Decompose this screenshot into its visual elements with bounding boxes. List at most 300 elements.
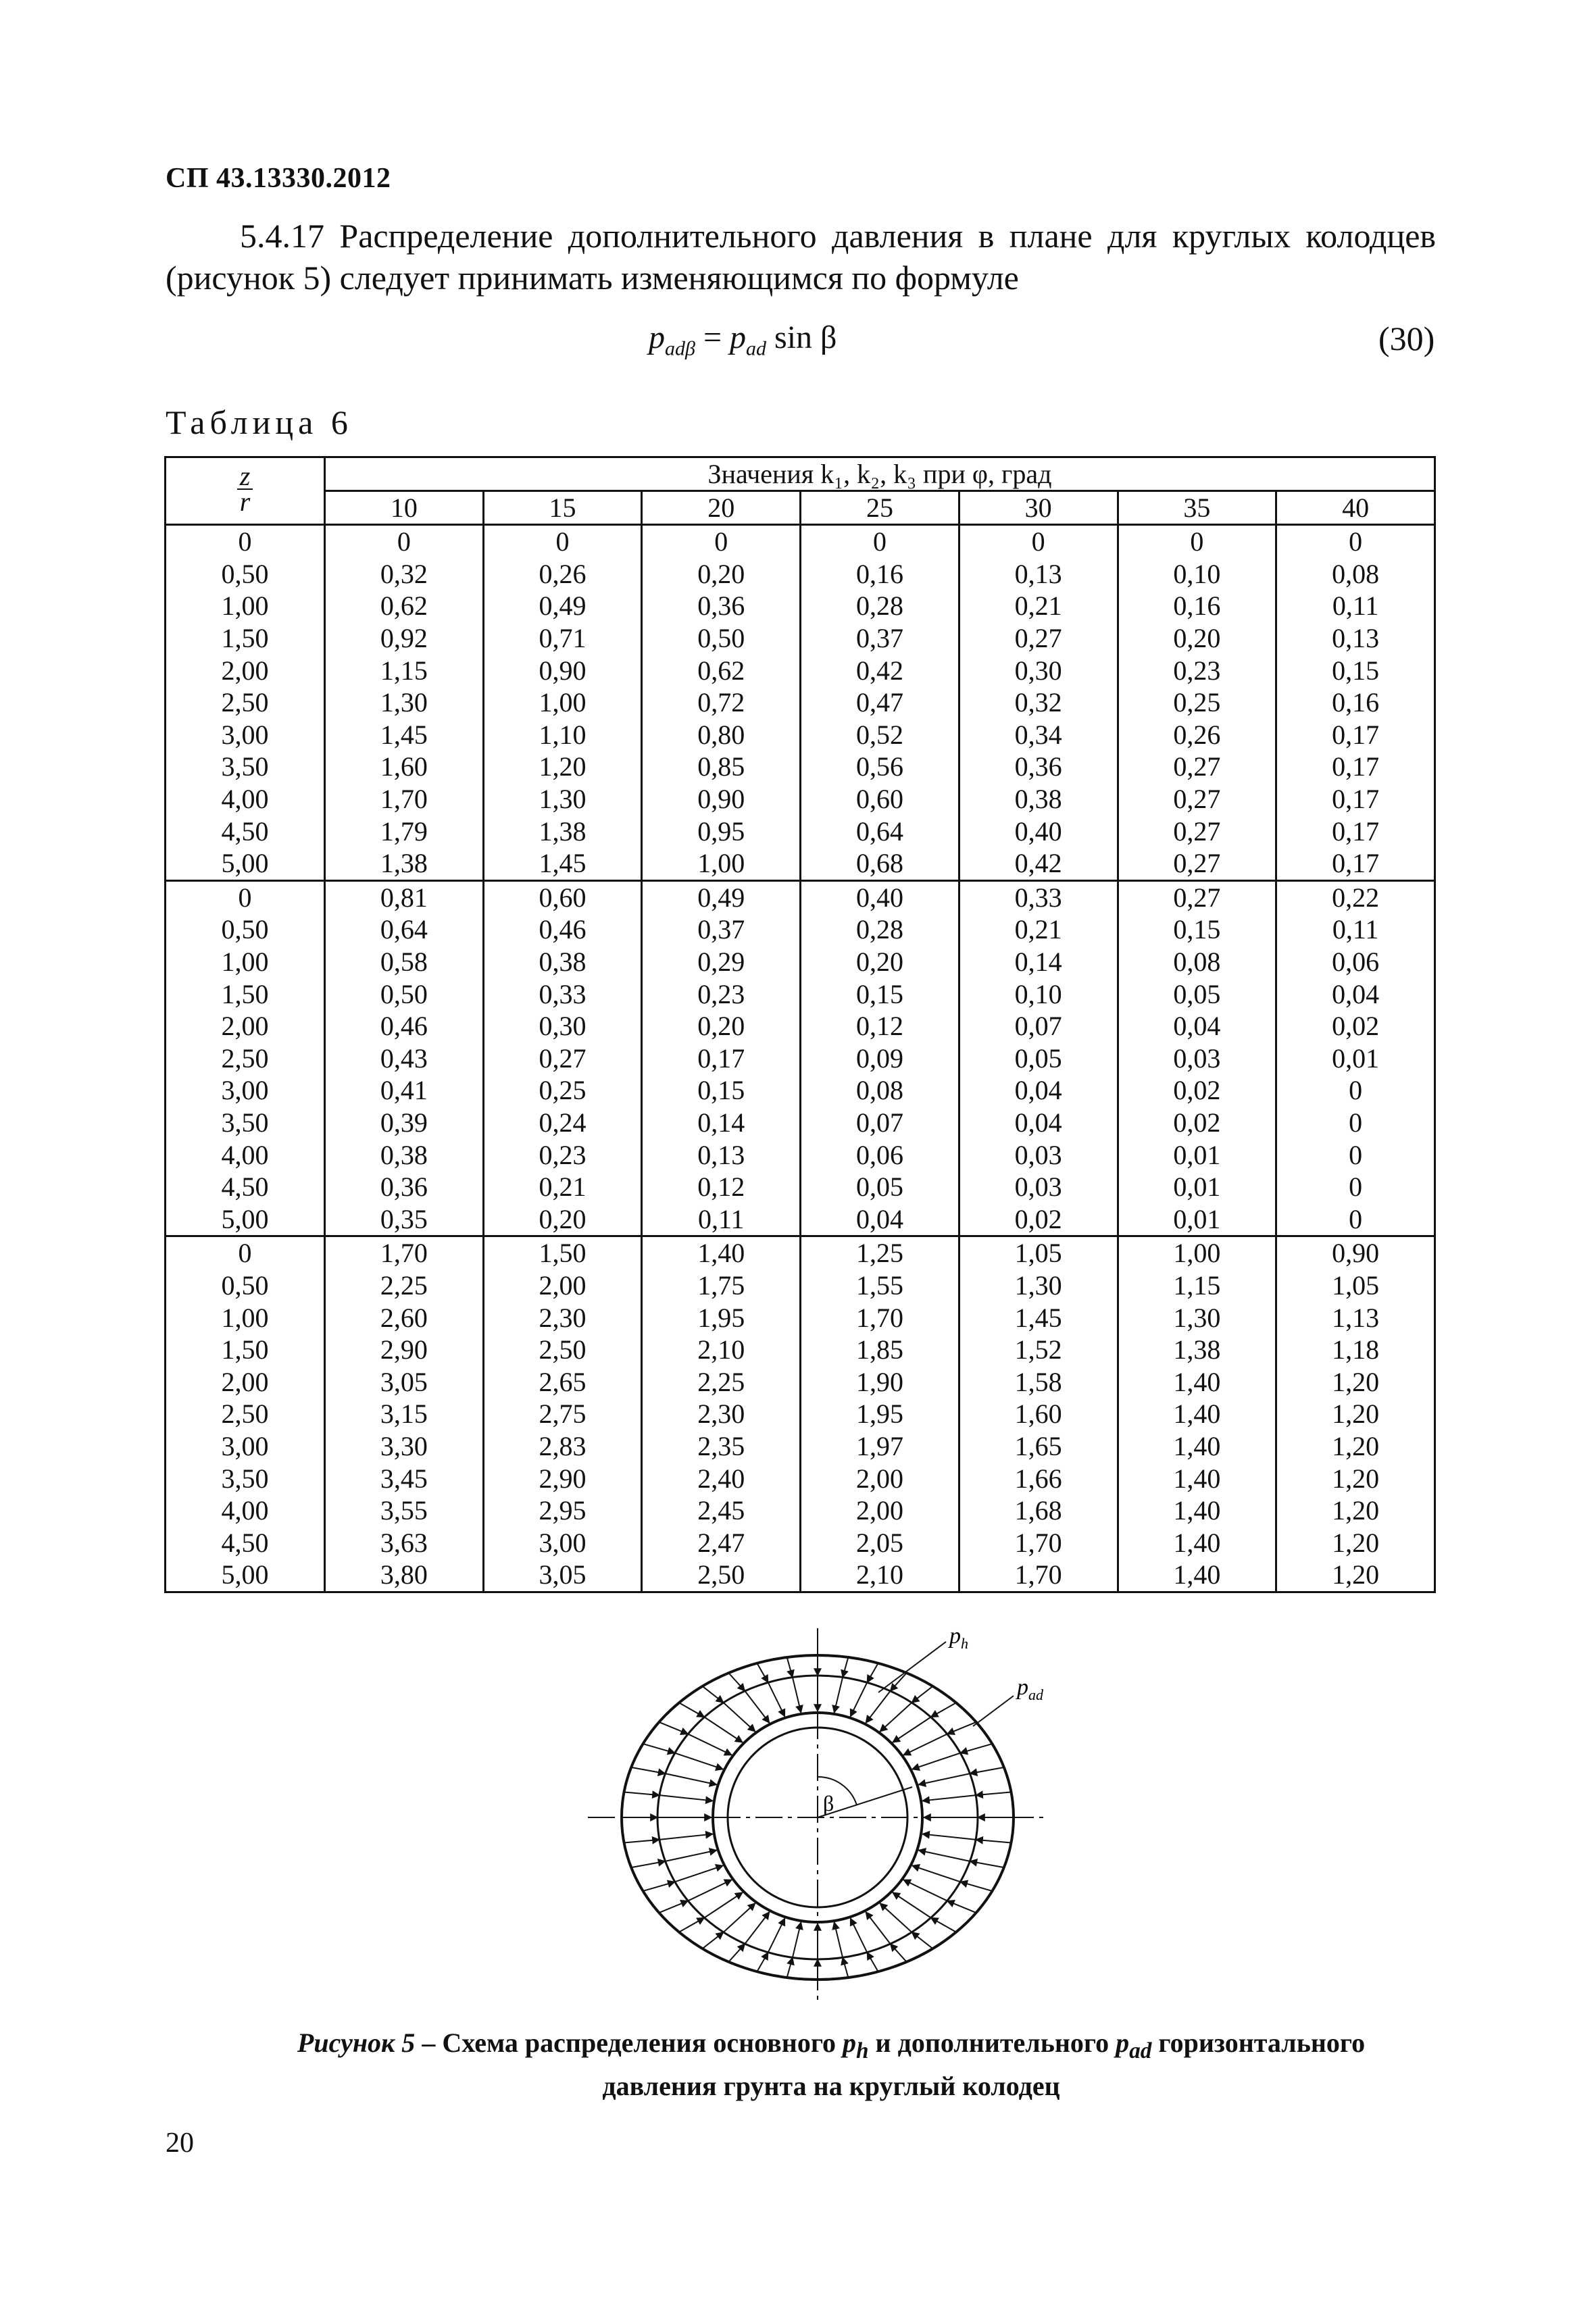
column-header: 15 bbox=[483, 491, 642, 525]
table-cell: 0,17 bbox=[642, 1042, 801, 1075]
table-cell: 0,90 bbox=[1276, 1236, 1435, 1269]
pressure-arrow bbox=[903, 1880, 947, 1901]
pressure-arrow bbox=[891, 1944, 907, 1962]
table-cell: 0,03 bbox=[1118, 1042, 1276, 1075]
row-label: 3,00 bbox=[166, 1074, 325, 1107]
pressure-arrow bbox=[659, 1834, 713, 1840]
table-cell: 0 bbox=[1276, 1171, 1435, 1203]
table-cell: 0,85 bbox=[642, 751, 801, 783]
row-label: 0 bbox=[166, 1236, 325, 1269]
table-cell: 0,15 bbox=[801, 978, 959, 1010]
table-cell: 0,11 bbox=[1276, 590, 1435, 622]
row-label: 2,50 bbox=[166, 1042, 325, 1075]
table-cell: 0,46 bbox=[483, 913, 642, 946]
pressure-arrow bbox=[893, 1892, 931, 1917]
table-cell: 0,64 bbox=[801, 815, 959, 847]
pressure-arrow bbox=[960, 1882, 992, 1891]
label-ph: $p_h$ bbox=[949, 1624, 968, 1652]
table-cell: 0,08 bbox=[1276, 558, 1435, 590]
table-cell: 0 bbox=[959, 525, 1118, 558]
pressure-arrow bbox=[675, 1753, 723, 1769]
pressure-arrow bbox=[851, 1682, 868, 1716]
row-label: 0 bbox=[166, 525, 325, 558]
table-cell: 2,45 bbox=[642, 1494, 801, 1527]
column-header: 40 bbox=[1276, 491, 1435, 525]
table-cell: 2,50 bbox=[642, 1559, 801, 1592]
table-cell: 0,06 bbox=[801, 1138, 959, 1171]
table-cell: 0,13 bbox=[642, 1138, 801, 1171]
table-cell: 0,27 bbox=[1118, 815, 1276, 847]
table-row bbox=[166, 686, 1435, 719]
table-cell: 0,08 bbox=[1118, 946, 1276, 978]
table-cell: 0,50 bbox=[325, 978, 484, 1010]
table-cell: 2,65 bbox=[483, 1365, 642, 1398]
table-cell: 0,12 bbox=[642, 1171, 801, 1203]
table-cell: 0,15 bbox=[1118, 913, 1276, 946]
table-cell: 1,97 bbox=[801, 1430, 959, 1463]
table-row bbox=[166, 1526, 1435, 1559]
table-row bbox=[166, 1365, 1435, 1398]
table-cell: 0,04 bbox=[959, 1107, 1118, 1139]
pressure-arrow bbox=[851, 1918, 868, 1952]
table-cell: 0,13 bbox=[959, 558, 1118, 590]
row-label: 1,00 bbox=[166, 1301, 325, 1334]
column-header: 35 bbox=[1118, 491, 1276, 525]
table-cell: 2,50 bbox=[483, 1334, 642, 1366]
pressure-arrow bbox=[918, 1774, 970, 1784]
pressure-arrow bbox=[768, 1682, 785, 1716]
table-cell: 0,10 bbox=[959, 978, 1118, 1010]
table-cell: 2,90 bbox=[325, 1334, 484, 1366]
table-cell: 0,34 bbox=[959, 719, 1118, 751]
row-label: 0,50 bbox=[166, 913, 325, 946]
table-cell: 0,49 bbox=[483, 590, 642, 622]
table-cell: 0,60 bbox=[483, 880, 642, 913]
paragraph-line-2: (рисунок 5) следует принимать изменяющимся по формуле bbox=[166, 259, 1019, 297]
table-cell: 2,60 bbox=[325, 1301, 484, 1334]
pressure-arrow bbox=[703, 1932, 724, 1948]
table-cell: 0 bbox=[1276, 1107, 1435, 1139]
row-label: 2,50 bbox=[166, 686, 325, 719]
pressure-arrow bbox=[880, 1703, 912, 1732]
row-label: 1,50 bbox=[166, 978, 325, 1010]
pressure-arrow bbox=[867, 1663, 878, 1683]
table-cell: 0,05 bbox=[1118, 978, 1276, 1010]
table-cell: 0,02 bbox=[959, 1203, 1118, 1236]
table-cell: 0,62 bbox=[642, 654, 801, 686]
table-cell: 1,20 bbox=[1276, 1462, 1435, 1494]
row-label: 1,50 bbox=[166, 1334, 325, 1366]
row-label: 4,00 bbox=[166, 783, 325, 815]
table-cell: 0,27 bbox=[1118, 783, 1276, 815]
table-cell: 1,40 bbox=[642, 1236, 801, 1269]
table-cell: 1,40 bbox=[1118, 1559, 1276, 1592]
table-cell: 0,26 bbox=[1118, 719, 1276, 751]
page-number: 20 bbox=[166, 2128, 194, 2159]
table-cell: 3,45 bbox=[325, 1462, 484, 1494]
table-cell: 1,45 bbox=[483, 847, 642, 880]
formula-lhs-sub: adβ bbox=[665, 337, 695, 360]
row-label: 1,00 bbox=[166, 590, 325, 622]
table-cell: 0,28 bbox=[801, 913, 959, 946]
table-cell: 1,50 bbox=[483, 1236, 642, 1269]
table-row bbox=[166, 1236, 1435, 1269]
pressure-arrow bbox=[931, 1703, 956, 1717]
table-cell: 0,07 bbox=[801, 1107, 959, 1139]
table-cell: 0,20 bbox=[1118, 622, 1276, 655]
table-cell: 0,41 bbox=[325, 1074, 484, 1107]
table-cell: 0,09 bbox=[801, 1042, 959, 1075]
table-cell: 1,40 bbox=[1118, 1398, 1276, 1430]
table-row bbox=[166, 880, 1435, 913]
pressure-arrow bbox=[624, 1792, 659, 1795]
pressure-arrow bbox=[931, 1917, 956, 1932]
table-row bbox=[166, 1559, 1435, 1592]
table-cell: 2,90 bbox=[483, 1462, 642, 1494]
table-cell: 0,13 bbox=[1276, 622, 1435, 655]
table-cell: 0,50 bbox=[642, 622, 801, 655]
pressure-arrow bbox=[866, 1912, 890, 1944]
pressure-arrow bbox=[843, 1657, 848, 1678]
row-label: 4,50 bbox=[166, 1171, 325, 1203]
table-cell: 0,02 bbox=[1118, 1074, 1276, 1107]
table-cell: 1,60 bbox=[325, 751, 484, 783]
row-label: 0,50 bbox=[166, 1269, 325, 1302]
table-cell: 0,21 bbox=[483, 1171, 642, 1203]
row-label: 5,00 bbox=[166, 847, 325, 880]
table-cell: 1,10 bbox=[483, 719, 642, 751]
table-cell: 0 bbox=[642, 525, 801, 558]
table-cell: 1,20 bbox=[483, 751, 642, 783]
table-row bbox=[166, 815, 1435, 847]
table-cell: 0,01 bbox=[1276, 1042, 1435, 1075]
table-cell: 0,58 bbox=[325, 946, 484, 978]
table-cell: 0,24 bbox=[483, 1107, 642, 1139]
table-cell: 0,38 bbox=[959, 783, 1118, 815]
table-cell: 0,20 bbox=[642, 558, 801, 590]
pressure-arrow bbox=[793, 1922, 801, 1957]
table-cell: 0,33 bbox=[959, 880, 1118, 913]
table-cell: 0,42 bbox=[959, 847, 1118, 880]
pressure-arrow bbox=[757, 1663, 768, 1683]
row-label: 3,50 bbox=[166, 751, 325, 783]
table-cell: 0,27 bbox=[959, 622, 1118, 655]
table-cell: 0,20 bbox=[483, 1203, 642, 1236]
row-label: 4,50 bbox=[166, 815, 325, 847]
table-cell: 0,25 bbox=[1118, 686, 1276, 719]
table-row bbox=[166, 1074, 1435, 1107]
table-cell: 0,71 bbox=[483, 622, 642, 655]
table-cell: 1,20 bbox=[1276, 1559, 1435, 1592]
pressure-arrow bbox=[922, 1795, 976, 1801]
table-row bbox=[166, 525, 1435, 558]
table-row bbox=[166, 978, 1435, 1010]
pressure-arrow bbox=[918, 1851, 970, 1861]
table-cell: 0,38 bbox=[325, 1138, 484, 1171]
pressure-arrow bbox=[728, 1673, 745, 1691]
table-cell: 0,12 bbox=[801, 1010, 959, 1042]
table-cell: 1,70 bbox=[959, 1559, 1118, 1592]
table-cell: 0,46 bbox=[325, 1010, 484, 1042]
table-cell: 2,05 bbox=[801, 1526, 959, 1559]
table-cell: 3,30 bbox=[325, 1430, 484, 1463]
pressure-arrow bbox=[787, 1957, 793, 1978]
figure-5-diagram bbox=[568, 1615, 1081, 2007]
table-cell: 0,11 bbox=[1276, 913, 1435, 946]
table-cell: 2,35 bbox=[642, 1430, 801, 1463]
table-cell: 3,00 bbox=[483, 1526, 642, 1559]
table-cell: 1,75 bbox=[642, 1269, 801, 1302]
table-row bbox=[166, 719, 1435, 751]
formula-30 bbox=[649, 319, 837, 361]
table-cell: 1,70 bbox=[325, 783, 484, 815]
table-cell: 0,23 bbox=[642, 978, 801, 1010]
table-row bbox=[166, 751, 1435, 783]
table-row bbox=[166, 654, 1435, 686]
table-cell: 0 bbox=[483, 525, 642, 558]
pressure-arrow bbox=[745, 1691, 769, 1723]
table-cell: 0,06 bbox=[1276, 946, 1435, 978]
table-cell: 0,16 bbox=[1118, 590, 1276, 622]
table-cell: 1,55 bbox=[801, 1269, 959, 1302]
table-row bbox=[166, 1398, 1435, 1430]
pressure-arrow bbox=[947, 1722, 976, 1734]
pressure-arrow bbox=[666, 1851, 717, 1861]
table-cell: 0,28 bbox=[801, 590, 959, 622]
table-cell: 2,00 bbox=[483, 1269, 642, 1302]
table-cell: 0,20 bbox=[642, 1010, 801, 1042]
row-label: 0 bbox=[166, 880, 325, 913]
table-cell: 0,05 bbox=[959, 1042, 1118, 1075]
table-cell: 0,14 bbox=[959, 946, 1118, 978]
table-cell: 2,10 bbox=[642, 1334, 801, 1366]
table-cell: 0,42 bbox=[801, 654, 959, 686]
table-cell: 1,40 bbox=[1118, 1462, 1276, 1494]
table-cell: 1,70 bbox=[801, 1301, 959, 1334]
pressure-arrow bbox=[960, 1744, 992, 1753]
table-row bbox=[166, 1171, 1435, 1203]
table-cell: 0,43 bbox=[325, 1042, 484, 1075]
table-cell: 0,62 bbox=[325, 590, 484, 622]
table-cell: 0,21 bbox=[959, 913, 1118, 946]
table-cell: 0,47 bbox=[801, 686, 959, 719]
table-cell: 0,17 bbox=[1276, 751, 1435, 783]
table-cell: 1,95 bbox=[642, 1301, 801, 1334]
table-cell: 1,68 bbox=[959, 1494, 1118, 1527]
table-cell: 0,15 bbox=[642, 1074, 801, 1107]
table-cell: 0,27 bbox=[1118, 751, 1276, 783]
pressure-arrow bbox=[880, 1903, 912, 1932]
table-cell: 0,40 bbox=[801, 880, 959, 913]
table-cell: 2,00 bbox=[801, 1462, 959, 1494]
table-cell: 0,81 bbox=[325, 880, 484, 913]
column-header: 10 bbox=[325, 491, 484, 525]
row-label: 3,50 bbox=[166, 1107, 325, 1139]
table-cell: 0 bbox=[1276, 1074, 1435, 1107]
table-cell: 0,39 bbox=[325, 1107, 484, 1139]
table-row bbox=[166, 1138, 1435, 1171]
equation-number: (30) bbox=[1378, 320, 1435, 357]
row-label: 0,50 bbox=[166, 558, 325, 590]
table-cell: 0 bbox=[1118, 525, 1276, 558]
formula-sin: sin β bbox=[766, 320, 837, 355]
table-cell: 0,16 bbox=[801, 558, 959, 590]
table-cell: 0,23 bbox=[1118, 654, 1276, 686]
table-cell: 1,20 bbox=[1276, 1526, 1435, 1559]
table-cell: 1,40 bbox=[1118, 1494, 1276, 1527]
table-cell: 0,64 bbox=[325, 913, 484, 946]
table-cell: 3,55 bbox=[325, 1494, 484, 1527]
table-cell: 3,63 bbox=[325, 1526, 484, 1559]
table-cell: 0,01 bbox=[1118, 1171, 1276, 1203]
table-row bbox=[166, 1107, 1435, 1139]
table-cell: 0,27 bbox=[483, 1042, 642, 1075]
table-title: Таблица 6 bbox=[166, 403, 353, 441]
table-cell: 1,95 bbox=[801, 1398, 959, 1430]
table-cell: 0,40 bbox=[959, 815, 1118, 847]
pressure-arrow bbox=[912, 1753, 960, 1769]
table-cell: 0,92 bbox=[325, 622, 484, 655]
pressure-arrow bbox=[834, 1922, 843, 1957]
table-cell: 0,27 bbox=[1118, 880, 1276, 913]
pressure-arrow bbox=[704, 1892, 743, 1917]
table-cell: 0,22 bbox=[1276, 880, 1435, 913]
table-cell: 0,01 bbox=[1118, 1203, 1276, 1236]
pressure-arrow bbox=[867, 1953, 878, 1972]
row-label: 1,00 bbox=[166, 946, 325, 978]
table-cell: 0,32 bbox=[959, 686, 1118, 719]
table-cell: 1,40 bbox=[1118, 1365, 1276, 1398]
pressure-arrow bbox=[947, 1901, 976, 1913]
table-cell: 1,30 bbox=[959, 1269, 1118, 1302]
row-label: 5,00 bbox=[166, 1559, 325, 1592]
table-cell: 2,30 bbox=[642, 1398, 801, 1430]
pressure-arrow bbox=[666, 1774, 717, 1784]
table-cell: 0,37 bbox=[642, 913, 801, 946]
table-cell: 0,04 bbox=[801, 1203, 959, 1236]
table-cell: 0,72 bbox=[642, 686, 801, 719]
row-label: 5,00 bbox=[166, 1203, 325, 1236]
table-cell: 0,04 bbox=[959, 1074, 1118, 1107]
row-label: 4,50 bbox=[166, 1526, 325, 1559]
table-cell: 1,65 bbox=[959, 1430, 1118, 1463]
table-row bbox=[166, 1462, 1435, 1494]
table-cell: 0 bbox=[1276, 1203, 1435, 1236]
table-cell: 0,05 bbox=[801, 1171, 959, 1203]
table-cell: 0,56 bbox=[801, 751, 959, 783]
table-row bbox=[166, 558, 1435, 590]
pressure-arrow bbox=[976, 1792, 1011, 1795]
pressure-arrow bbox=[912, 1686, 932, 1703]
table-cell: 2,00 bbox=[801, 1494, 959, 1527]
row-label: 3,00 bbox=[166, 1430, 325, 1463]
table-cell: 0,29 bbox=[642, 946, 801, 978]
group-header: Значения k₁, k₂, k₃ при φ, град bbox=[325, 457, 1435, 491]
table-row bbox=[166, 783, 1435, 815]
table-cell: 1,00 bbox=[1118, 1236, 1276, 1269]
table-row bbox=[166, 847, 1435, 880]
table-cell: 0,90 bbox=[642, 783, 801, 815]
table-cell: 0,15 bbox=[1276, 654, 1435, 686]
pressure-arrow bbox=[703, 1686, 724, 1703]
pressure-arrow bbox=[745, 1912, 769, 1944]
pressure-arrow bbox=[643, 1882, 675, 1891]
formula-lhs: p bbox=[649, 320, 665, 355]
row-label: 2,00 bbox=[166, 654, 325, 686]
pressure-arrow bbox=[724, 1703, 755, 1732]
table-cell: 0,02 bbox=[1118, 1107, 1276, 1139]
label-pad: $p_{ad}$ bbox=[1017, 1675, 1043, 1703]
table-cell: 0,49 bbox=[642, 880, 801, 913]
table-cell: 0,25 bbox=[483, 1074, 642, 1107]
table-cell: 1,79 bbox=[325, 815, 484, 847]
row-label: 3,00 bbox=[166, 719, 325, 751]
table-cell: 1,30 bbox=[483, 783, 642, 815]
table-cell: 0,36 bbox=[642, 590, 801, 622]
table-cell: 0,14 bbox=[642, 1107, 801, 1139]
table-cell: 1,45 bbox=[959, 1301, 1118, 1334]
label-beta: β bbox=[823, 1791, 834, 1815]
table-cell: 1,00 bbox=[483, 686, 642, 719]
pressure-arrow bbox=[631, 1861, 665, 1867]
pressure-arrow bbox=[893, 1717, 931, 1742]
table-cell: 0,23 bbox=[483, 1138, 642, 1171]
table-cell: 1,15 bbox=[1118, 1269, 1276, 1302]
table-cell: 1,18 bbox=[1276, 1334, 1435, 1366]
pressure-arrow bbox=[757, 1953, 768, 1972]
column-header: 25 bbox=[801, 491, 959, 525]
pressure-arrow bbox=[659, 1722, 688, 1734]
table-cell: 0,36 bbox=[325, 1171, 484, 1203]
table-cell: 1,20 bbox=[1276, 1494, 1435, 1527]
table-cell: 2,40 bbox=[642, 1462, 801, 1494]
table-cell: 0,90 bbox=[483, 654, 642, 686]
table-cell: 0,17 bbox=[1276, 719, 1435, 751]
table-cell: 0,26 bbox=[483, 558, 642, 590]
table-cell: 2,25 bbox=[325, 1269, 484, 1302]
table-cell: 0,16 bbox=[1276, 686, 1435, 719]
formula-rhs: p bbox=[730, 320, 747, 355]
pressure-arrow bbox=[728, 1944, 745, 1962]
table-cell: 0,08 bbox=[801, 1074, 959, 1107]
pressure-arrow bbox=[768, 1918, 785, 1952]
table-cell: 0,30 bbox=[483, 1010, 642, 1042]
pressure-arrow bbox=[659, 1795, 713, 1801]
table-row bbox=[166, 1430, 1435, 1463]
pressure-arrow bbox=[787, 1657, 793, 1678]
table-cell: 0,52 bbox=[801, 719, 959, 751]
table-row bbox=[166, 1042, 1435, 1075]
row-label: 4,00 bbox=[166, 1138, 325, 1171]
table-cell: 1,20 bbox=[1276, 1430, 1435, 1463]
coefficients-table bbox=[164, 456, 1436, 1593]
table-cell: 2,95 bbox=[483, 1494, 642, 1527]
table-cell: 2,10 bbox=[801, 1559, 959, 1592]
table-cell: 2,30 bbox=[483, 1301, 642, 1334]
pressure-arrow bbox=[688, 1734, 732, 1755]
table-cell: 1,40 bbox=[1118, 1430, 1276, 1463]
pressure-arrow bbox=[659, 1901, 688, 1913]
table-row bbox=[166, 1203, 1435, 1236]
pressure-arrow bbox=[679, 1917, 704, 1932]
table-cell: 0 bbox=[801, 525, 959, 558]
pressure-arrow bbox=[843, 1957, 848, 1978]
table-row bbox=[166, 1010, 1435, 1042]
table-cell: 2,83 bbox=[483, 1430, 642, 1463]
table-cell: 0,03 bbox=[959, 1138, 1118, 1171]
pressure-arrow bbox=[724, 1903, 755, 1932]
table-cell: 0,21 bbox=[959, 590, 1118, 622]
